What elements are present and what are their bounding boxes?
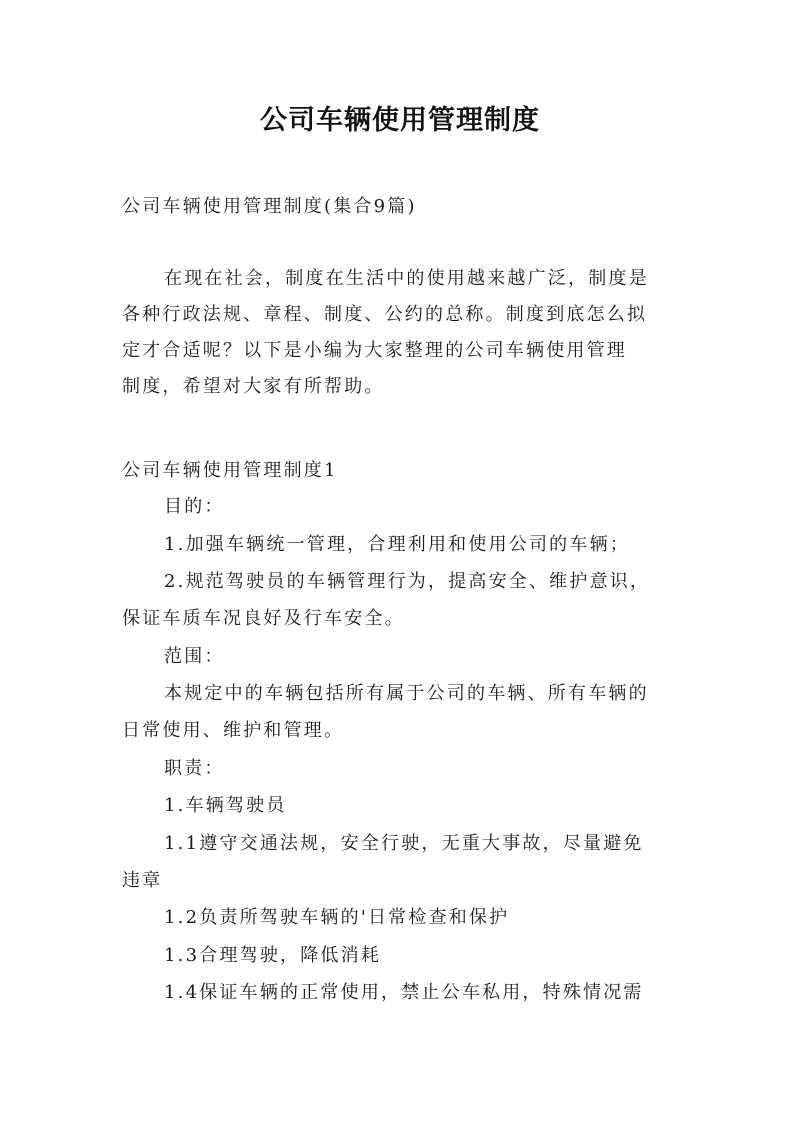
body-line: 1.3合理驾驶，降低消耗 [164, 945, 382, 966]
section-heading: 公司车辆使用管理制度1 [122, 460, 338, 481]
body-line: 违章 [122, 870, 163, 891]
document-subtitle: 公司车辆使用管理制度(集合9篇) [122, 196, 417, 217]
intro-line: 定才合适呢？以下是小编为大家整理的公司车辆使用管理 [122, 340, 627, 361]
body-line: 1.2负责所驾驶车辆的'日常检查和保护 [164, 907, 510, 928]
body-line: 本规定中的车辆包括所有属于公司的车辆、所有车辆的 [164, 683, 649, 704]
body-line: 职责： [164, 758, 225, 779]
body-line: 1.加强车辆统一管理，合理利用和使用公司的车辆； [164, 534, 630, 555]
body-line: 1.1遵守交通法规，安全行驶，无重大事故，尽量避免 [164, 833, 644, 854]
document-title: 公司车辆使用管理制度 [260, 105, 540, 136]
body-line: 范围： [164, 646, 225, 667]
body-line: 日常使用、维护和管理。 [122, 720, 345, 741]
body-line: 保证车质车况良好及行车安全。 [122, 608, 405, 629]
body-line: 目的： [164, 496, 225, 517]
body-line: 1.车辆驾驶员 [164, 795, 287, 816]
body-line: 2.规范驾驶员的车辆管理行为，提高安全、维护意识， [164, 571, 651, 592]
intro-line: 在现在社会，制度在生活中的使用越来越广泛，制度是 [164, 268, 649, 289]
intro-line: 各种行政法规、章程、制度、公约的总称。制度到底怎么拟 [122, 304, 648, 325]
intro-line: 制度，希望对大家有所帮助。 [122, 376, 385, 397]
body-line: 1.4保证车辆的正常使用，禁止公车私用，特殊情况需 [164, 982, 644, 1003]
